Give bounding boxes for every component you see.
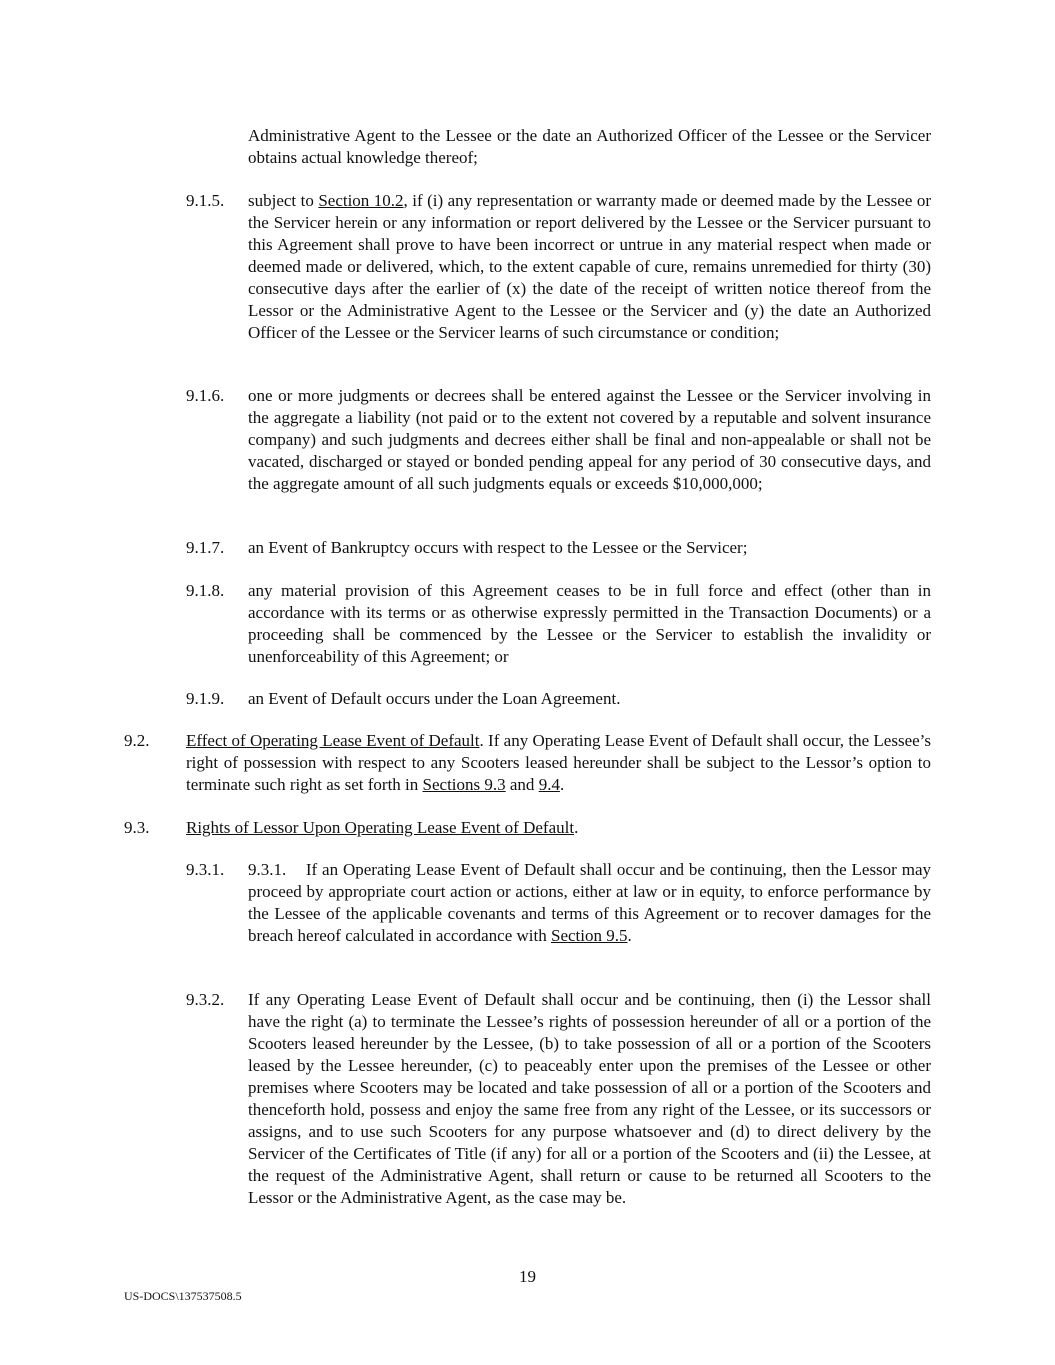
section-9-1-6-text: one or more judgments or decrees shall be entered against the Lessee or the Servicer involving in the aggregate a liability (not paid or to the extent not covered by a reputable and solvent insurance company) and such judgments and decrees either shall be final and non-appealable or shall not be vacated, discharged or stayed or bonded pending appeal for any period of 30 consecutive days, and the aggregate amount of all such judgments equals or exceeds $10,000,000;	[248, 386, 931, 493]
section-9-3-2-text: If any Operating Lease Event of Default shall occur and be continuing, then (i) the Lessor shall have the right (a) to terminate the Lessee’s rights of possession hereunder of all or a portion of the Scooters leased hereunder by the Lessee, (b) to take possession of all or a portion of the Scooters leased by the Lessee hereunder, (c) to peaceably enter upon the premises of the Lessee or other premises where Scooters may be located and take possession of all or a portion of the Scooters and thenceforth hold, possess and enjoy the same free from any right of the Lessee, or its successors or assigns, and to use such Scooters for any purpose whatsoever and (d) to direct delivery by the Servicer of the Certificates of Title (if any) for all or a portion of the Scooters and (ii) the Lessee, at the request of the Administrative Agent, shall return or cause to be returned all Scooters to the Lessor or the Administrative Agent, as the case may be.	[248, 990, 931, 1207]
section-number-9-1-6: 9.1.6.	[186, 386, 225, 405]
section-9-4-link[interactable]: 9.4	[538, 775, 560, 794]
section-number-9-1-7: 9.1.7.	[186, 538, 225, 557]
section-number-9-1-5: 9.1.5.	[186, 191, 225, 210]
section-9-2-end: .	[559, 775, 565, 794]
section-number-9-3: 9.3.	[124, 818, 150, 837]
section-9-1-7-text: an Event of Bankruptcy occurs with respect to the Lessee or the Servicer;	[248, 538, 748, 557]
section-9-3-1-body: 9.3.1. If an Operating Lease Event of Default shall occur and be continuing, then the Lessor may proceed by appropriate court action or actions, either at law or in equity, to enforce performance by the Lessee of the applicable covenants and terms of this Agreement or to recover damages for the breach hereof calculated in accordance with	[248, 860, 936, 945]
section-9-3-1-text	[248, 859, 936, 947]
section-9-2-mid: and	[505, 775, 539, 794]
section-number-9-1-9: 9.1.9.	[186, 689, 225, 708]
section-number-9-3-1: 9.3.1.	[186, 860, 225, 879]
section-9-3-end: .	[574, 818, 579, 837]
section-9-1-5-body: , if (i) any representation or warranty made or deemed made by the Lessee or the Servicer herein or any information or report delivered by the Lessee or the Servicer pursuant to this Agreement shall prove to have been incorrect or untrue in any material respect when made or deemed made or delivered, which, to the extent capable of cure, remains unremedied for thirty (30) consecutive days after the earlier of (x) the date of the receipt of written notice thereof from the Lessor or the Administrative Agent to the Lessee or the Servicer and (y) the date an Authorized Officer of the Lessee or the Servicer learns of such circumstance or condition;	[248, 191, 931, 342]
section-9-2-text	[186, 730, 931, 796]
section-9-2-heading: Effect of Operating Lease Event of Default	[186, 731, 480, 750]
section-9-2-body: . If any Operating Lease Event of Default shall occur, the Lessee’s right of possession with respect to any Scooters leased hereunder shall be subject to the Lessor’s option to terminate such right as set forth in	[186, 731, 931, 794]
section-number-9-3-2: 9.3.2.	[186, 990, 225, 1009]
page-number: 19	[519, 1267, 536, 1286]
section-number-9-1-8: 9.1.8.	[186, 581, 225, 600]
section-9-3-heading: Rights of Lessor Upon Operating Lease Event of Default	[186, 818, 575, 837]
section-9-3-text	[186, 817, 931, 839]
continuation-paragraph: Administrative Agent to the Lessee or the date an Authorized Officer of the Lessee or the Servicer obtains actual knowledge thereof;	[248, 126, 931, 167]
section-9-1-5-pre: subject to	[248, 191, 319, 210]
section-9-1-5-text	[248, 190, 931, 344]
section-9-3-1-end: .	[627, 926, 632, 945]
document-id: US-DOCS\137537508.5	[124, 1289, 242, 1303]
section-10-2-link[interactable]: Section 10.2	[318, 191, 404, 210]
section-9-1-9-text: an Event of Default occurs under the Loan Agreement.	[248, 689, 621, 708]
section-9-1-8-text: any material provision of this Agreement ceases to be in full force and effect (other than in accordance with its terms or as otherwise expressly permitted in the Transaction Documents) or a proceeding shall be commenced by the Lessee or the Servicer to establish the invalidity or unenforceability of this Agreement; or	[248, 581, 931, 666]
sections-9-3-link[interactable]: Sections 9.3	[422, 775, 506, 794]
section-9-5-link[interactable]: Section 9.5	[551, 926, 628, 945]
section-number-9-2: 9.2.	[124, 731, 150, 750]
